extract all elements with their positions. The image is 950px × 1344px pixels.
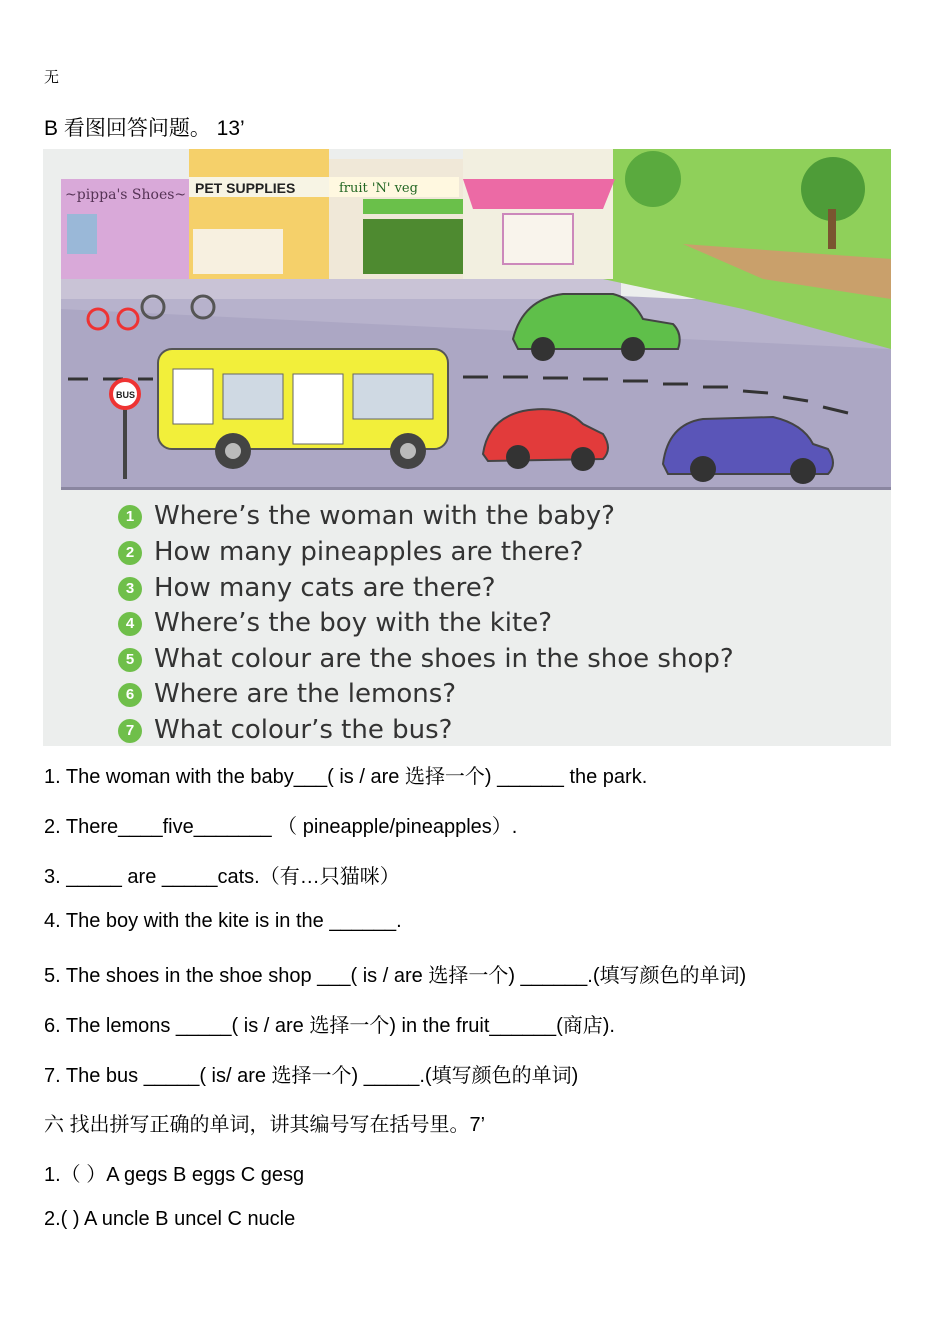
question-number-badge: 1 (118, 505, 142, 529)
picture-question-6 (118, 679, 456, 709)
question-number-badge: 7 (118, 719, 142, 743)
question-text: How many pineapples are there? (154, 537, 584, 567)
bus-stop-sign: BUS (116, 390, 136, 400)
picture-question-2 (118, 537, 583, 567)
answer-line-4: 4. The boy with the kite is in the ______. (44, 910, 402, 932)
question-number-badge: 5 (118, 648, 142, 672)
question-text: What colour are the shoes in the shoe shop? (154, 644, 734, 674)
question-text: Where’s the woman with the baby? (154, 501, 615, 531)
answer-line-5: 5. The shoes in the shoe shop ___( is / are 选择一个) ______.(填写颜色的单词) (44, 965, 747, 987)
answer-line-1: 1. The woman with the baby___( is / are 选择一个) ______ the park. (44, 766, 648, 788)
answer-line-6: 6. The lemons _____( is / are 选择一个) in the fruit______(商店). (44, 1015, 615, 1037)
pet-shop-sign: PET SUPPLIES (195, 180, 296, 196)
section-b-heading: B 看图回答问题。 13’ (44, 117, 245, 140)
spelling-question-2: 2.( ) A uncle B uncel C nucle (44, 1208, 296, 1230)
question-text: What colour’s the bus? (154, 715, 453, 745)
top-note: 无 (44, 68, 60, 86)
question-number-badge: 2 (118, 541, 142, 565)
question-text: Where are the lemons? (154, 679, 457, 709)
spelling-question-1: 1.（ ）A gegs B eggs C gesg (44, 1164, 305, 1186)
question-number-badge: 4 (118, 612, 142, 636)
question-number-badge: 3 (118, 577, 142, 601)
answer-line-3: 3. _____ are _____cats.（有…只猫咪） (44, 866, 400, 888)
picture-question-7 (118, 715, 452, 745)
section-six-heading: 六 找出拼写正确的单词，讲其编号写在括号里。7’ (44, 1114, 486, 1136)
fruit-shop-sign: fruit 'N' veg (339, 181, 418, 196)
picture-question-5 (118, 644, 734, 674)
picture-question-4 (118, 608, 552, 638)
picture-question-3 (118, 573, 496, 603)
question-text: How many cats are there? (154, 573, 496, 603)
answer-line-2: 2. There____five_______ （ pineapple/pineapples）. (44, 816, 518, 838)
street-scene-picture (43, 149, 891, 746)
picture-question-1 (118, 501, 615, 531)
question-number-badge: 6 (118, 683, 142, 707)
shoe-shop-sign: ~pippa's Shoes~ (65, 187, 187, 203)
answer-line-7: 7. The bus _____( is/ are 选择一个) _____.(填写颜色的单词) (44, 1065, 579, 1087)
question-text: Where’s the boy with the kite? (154, 608, 552, 638)
